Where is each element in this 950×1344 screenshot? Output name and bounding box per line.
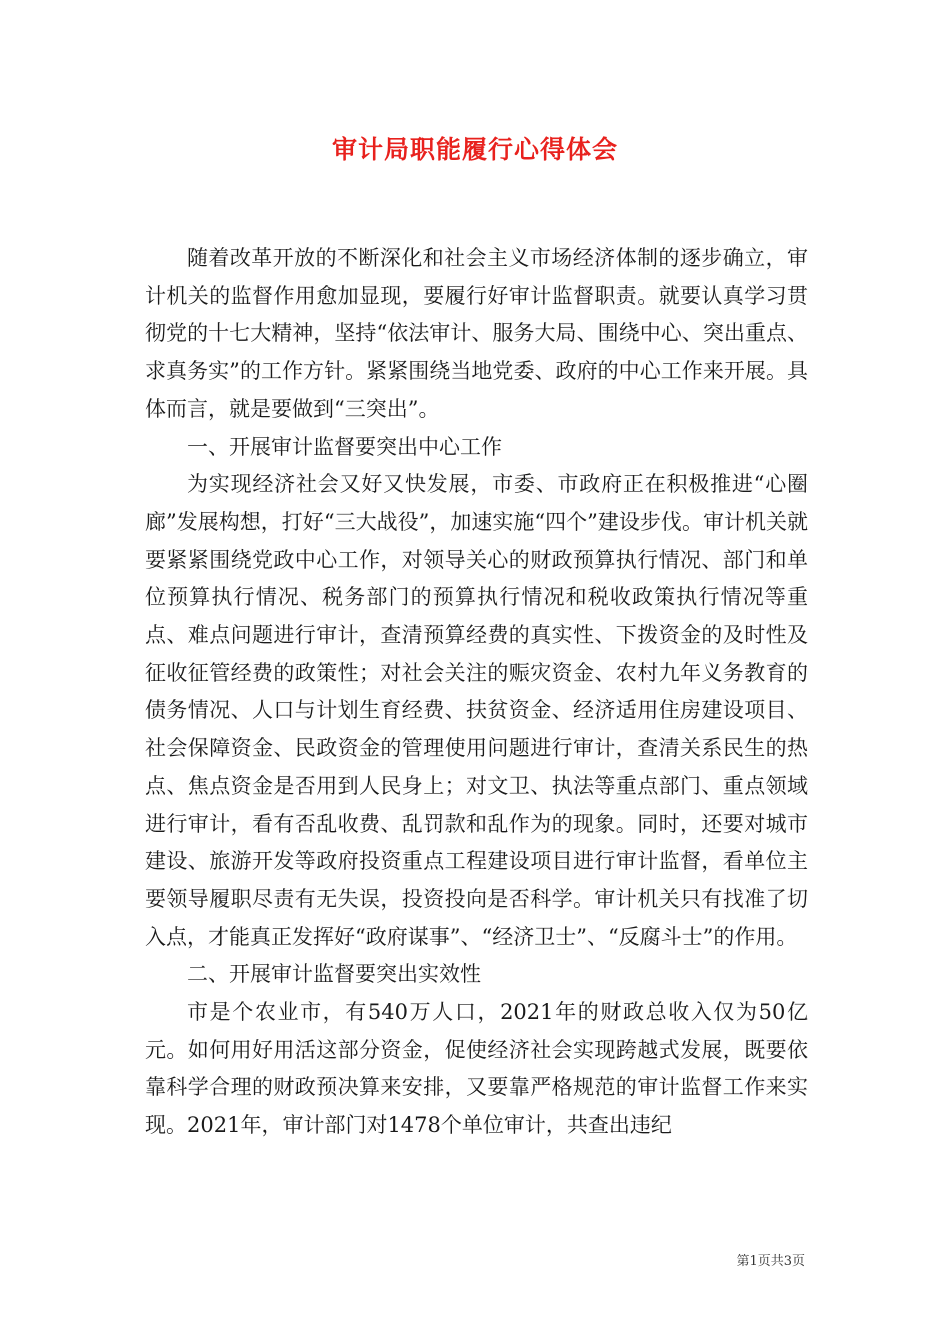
section-heading-2: 二、开展审计监督要突出实效性 xyxy=(187,962,481,987)
page-number: 第1页共3页 xyxy=(736,1254,805,1269)
section-1-paragraph: 为实现经济社会又好又快发展，市委、市政府正在积极推进“心圈廊”发展构想，打好“三大战役”，加速实施“四个”建设步伐。审计机关就要紧紧围绕党政中心工作，对领导关心的财政预算执行情况、部门和单位预算执行情况、税务部门的预算执行情况和税收政策执行情况等重点、难点问题进行审计，查清预算经费的真实性、下拨资金的及时性及征收征管经费的政策性；对社会关注的赈灾资金、农村九年义务教育的债务情况、人口与计划生育经费、扶贫资金、经济适用住房建设项目、社会保障资金、民政资金的管理使用问题进行审计，查清关系民生的热点、焦点资金是否用到人民身上；对文卫、执法等重点部门、重点领域进行审计，看有否乱收费、乱罚款和乱作为的现象。同时，还要对城市建设、旅游开发等政府投资重点工程建设项目进行审计监督，看单位主要领导履职尽责有无失误，投资投向是否科学。审计机关只有找准了切入点，才能真正发挥好“政府谋事”、“经济卫士”、“反腐斗士”的作用。 xyxy=(145,472,808,949)
intro-paragraph: 随着改革开放的不断深化和社会主义市场经济体制的逐步确立，审计机关的监督作用愈加显现，要履行好审计监督职责。就要认真学习贯彻党的十七大精神，坚持“依法审计、服务大局、围绕中心、突出重点、求真务实”的工作方针。紧紧围绕当地党委、政府的中心工作来开展。具体而言，就是要做到“三突出”。 xyxy=(145,246,808,421)
document-title: 审计局职能履行心得体会 xyxy=(331,135,618,164)
section-heading-1: 一、开展审计监督要突出中心工作 xyxy=(187,434,502,459)
section-2-paragraph: 市是个农业市，有540万人口，2021年的财政总收入仅为50亿元。如何用好用活这部分资金，促使经济社会实现跨越式发展，既要依靠科学合理的财政预决算来安排，又要靠严格规范的审计监督工作来实现。2021年，审计部门对1478个单位审计，共查出违纪 xyxy=(145,1000,808,1138)
document-body xyxy=(145,240,808,1145)
